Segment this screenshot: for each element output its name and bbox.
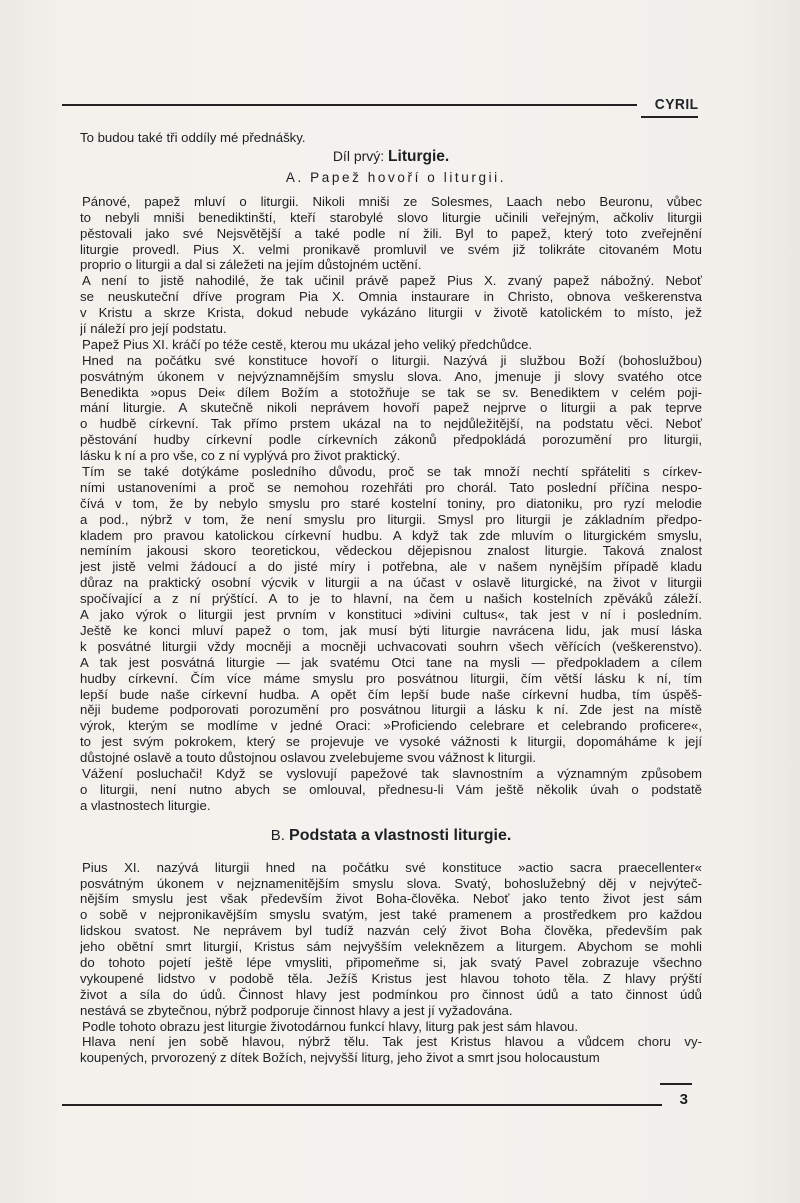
text-line: lidskou svatost. Ne neprávem byl tudíž nazván celý život Boha člověka, především pak — [80, 923, 702, 939]
text-line: lásku k ní a pro vše, co z ní vyplývá pro život praktický. — [80, 448, 401, 464]
page-number: 3 — [679, 1091, 688, 1108]
part-prefix: Díl prvý: — [332, 147, 389, 164]
part-title: Liturgie. — [388, 147, 450, 165]
text-line: o liturgii, není nutno abych se omlouval, přednesu-li Vám ještě několik úvah o podstatě — [80, 781, 702, 797]
text-line: ními ustanoveními a proč se nemohou rozehřáti pro chorál. Tato poslední příčina nespo- — [80, 479, 702, 495]
section-b-body — [80, 860, 702, 1067]
text-line: pěstovali jako své Nejsvětější a také podle ní žili. Byl to papež, který toto zveřejnění — [80, 225, 702, 241]
text-line: nemíním jakousi skoro teoretickou, vědeckou dějepisnou znalost liturgie. Taková znalost — [80, 543, 702, 559]
text-line: koupených, prvorozený z dítek Božích, nejvyšší liturg, jeho život a smrt jsou holocaustum — [80, 1050, 600, 1066]
header-rule — [62, 104, 637, 106]
text-line: to jest svým pokrokem, který se projevuje ve vysoké vážnosti k liturgii, dopomáháme k její — [80, 734, 702, 750]
section-a-body — [80, 194, 702, 814]
text-line: důraz na praktický osobní výcvik v liturgii a na účast v oslavě liturgické, na život v liturgii — [80, 575, 702, 591]
text-line: posvátným úkonem v nejznamenitějším smyslu slova. Svatý, bohoslužebný děj v nejvýteč- — [80, 875, 702, 891]
text-line: a vlastnostech liturgie. — [80, 797, 211, 813]
text-line: k posvátné liturgii vždy mocněji a mocněji uchvacovati souhrn všech věřících (veškerenstvo). — [80, 638, 702, 654]
footer-rule — [62, 1104, 662, 1106]
text-line: se neuskuteční dříve program Pia X. Omnia instaurare in Christo, obnova veškerenstva — [80, 289, 702, 305]
text-line: Vážení posluchači! Když se vyslovují papežové tak slavnostním a významným způsobem — [82, 765, 702, 781]
text-line: mání liturgie. A skutečně nikoli neprávem hovoří papež nejprve o liturgii a pak teprve — [80, 400, 702, 416]
text-line: Pius XI. nazývá liturgii hned na počátku své konstituce »actio sacra praecellenter« — [82, 859, 702, 875]
text-line: Ještě ke konci mluví papež o tom, jak musí býti liturgie navrácena lidu, jak musí láska — [80, 622, 702, 638]
text-line: A jako výrok o liturgii jest prvním v konstituci »divini cultus«, tak jest v ní i posledním. — [80, 607, 702, 623]
text-line: něji budeme podporovati porozumění pro posvátnou liturgii a lásku k ní. Zde jest na místě — [80, 702, 702, 718]
text-line: o sobě v nejpronikavějším smyslu svatým, jest také pramenem a prostředkem pro každou — [80, 907, 702, 923]
text-line: a pod., nýbrž v tom, že není smyslu pro liturgii. Smysl pro liturgii je základním předpo- — [80, 511, 702, 527]
text-line: jest jistě velmi žádoucí a do jisté míry i potřebna, ale v našem nynějším případě kladu — [80, 559, 702, 575]
text-line: výrok, kterým se modlíme v jedné Oraci: »Proficiendo celebrare et celebrando proficere«, — [80, 718, 702, 734]
page-number-overline — [660, 1083, 692, 1085]
intro-line: To budou také tři oddíly mé přednášky. — [80, 130, 306, 145]
text-line: Pánové, papež mluví o liturgii. Nikoli mniši ze Solesmes, Laach nebo Beuronu, vůbec — [82, 193, 702, 209]
text-line: o hudbě církevní. Tak přímo prstem ukázal na to nejdůležitější, na podstatu věci. Neboť — [80, 416, 702, 432]
text-line: Hlava není jen sobě hlavou, nýbrž tělu. Tak jest Kristus hlavou a vůdcem choru vy- — [82, 1034, 702, 1050]
text-line: život a síla do údů. Činnost hlavy jest podmínkou pro činnost údů a tato činnost údů — [80, 986, 702, 1002]
text-line: jeho obětní smrt liturgií, Kristus sám nejvyšším veleknězem a liturgem. Abychom se mohli — [80, 939, 702, 955]
part-heading — [80, 149, 702, 167]
text-line: posvátným úkonem v nejvýznamnějším smyslu slova. Ano, jmenuje ji slovy svatého otce — [80, 368, 702, 384]
text-line: jí náleží pro její podstatu. — [80, 321, 227, 337]
section-a-heading: A. Papež hovoří o liturgii. — [285, 169, 507, 185]
text-line: nestává se zbytečnou, nýbrž podporuje činnost hlavy a jest jí vyžadována. — [80, 1002, 513, 1018]
text-line: pěstování hudby církevní podle církevních zákonů předpokládá porozumění pro liturgii, — [80, 432, 702, 448]
text-line: Podle tohoto obrazu jest liturgie životodárnou funkcí hlavy, liturg pak jest sám hlavou. — [82, 1018, 579, 1034]
text-line: A tak jest posvátná liturgie — jak svatému Otci tane na mysli — předpokladem a cílem — [80, 654, 702, 670]
section-b-heading — [80, 828, 702, 850]
text-line: vykoupené lidstvo v podobě těla. Ježíš Kristus jest hlavou tohoto těla. Z hlavy prýští — [80, 970, 702, 986]
text-line: čívá v tom, že by nebylo smyslu pro staré kostelní toniny, pro diatoniku, pro ryzí melodie — [80, 495, 702, 511]
text-line: hudby církevní. Čím více máme smyslu pro posvátnou liturgii, čím větší lásku k ní, tím — [80, 670, 702, 686]
page-footer — [62, 1075, 698, 1108]
text-line: do tohoto pojetí ještě lépe vmysliti, připomeňme si, jak svatý Pavel zobrazuje všechno — [80, 954, 702, 970]
running-title: CYRIL — [654, 96, 698, 113]
page-header — [62, 96, 698, 120]
text-line: Benedikta »opus Dei« dílem Božím a stotožňuje se tak se sv. Benediktem v celém poji- — [80, 384, 702, 400]
text-line: spočívající a z ní prýštící. A to je to hlavní, na čem u našich kostelních zpěváků záleží. — [80, 591, 702, 607]
text-line: v Kristu a skrze Krista, dokud nebude vykázáno liturgii v životě katolickém to místo, jež — [80, 305, 702, 321]
text-line: Hned na počátku své konstituce hovoří o liturgii. Nazývá ji službou Boží (bohoslužbou) — [82, 352, 702, 368]
text-line: důstojné oslavě a touto důstojnou oslavou zvelebujeme svou vážnost k liturgii. — [80, 750, 536, 766]
text-line: proprio o liturgii a dal si záležeti na jejím důstojném uctění. — [80, 257, 422, 273]
text-line: kladem pro pravou katolickou církevní hudbu. A když tak zde mluvím o liturgickém smyslu, — [80, 527, 702, 543]
body-text — [80, 130, 702, 1066]
text-line: lepší bude naše církevní hudba. A opět čím lepší bude naše církevní hudba, tím úspěš- — [80, 686, 702, 702]
text-line: liturgie provedl. Pius X. velmi pronikavě promluvil ve svém již tolikráte citovaném Motu — [80, 241, 702, 257]
text-line: to nebyli mniši benediktinští, kteří starobylé slovo liturgie učinili veřejným, ačkoliv liturgii — [80, 209, 702, 225]
text-line: Tím se také dotýkáme posledního důvodu, proč se tak množí nechtí spřáteliti s církev- — [82, 464, 702, 480]
text-line: Papež Pius XI. kráčí po téže cestě, kterou mu ukázal jeho veliký předchůdce. — [82, 336, 533, 352]
text-line: A není to jistě nahodilé, že tak učinil právě papež Pius X. zvaný papež nábožný. Neboť — [82, 273, 702, 289]
section-b-prefix: B. — [270, 826, 290, 844]
text-line: nějším smyslu jest však především život Boha-člověka. Neboť jako tento život jest sám — [80, 891, 702, 907]
section-b-title: Podstata a vlastnosti liturgie. — [289, 826, 512, 844]
running-title-underline — [641, 116, 698, 118]
